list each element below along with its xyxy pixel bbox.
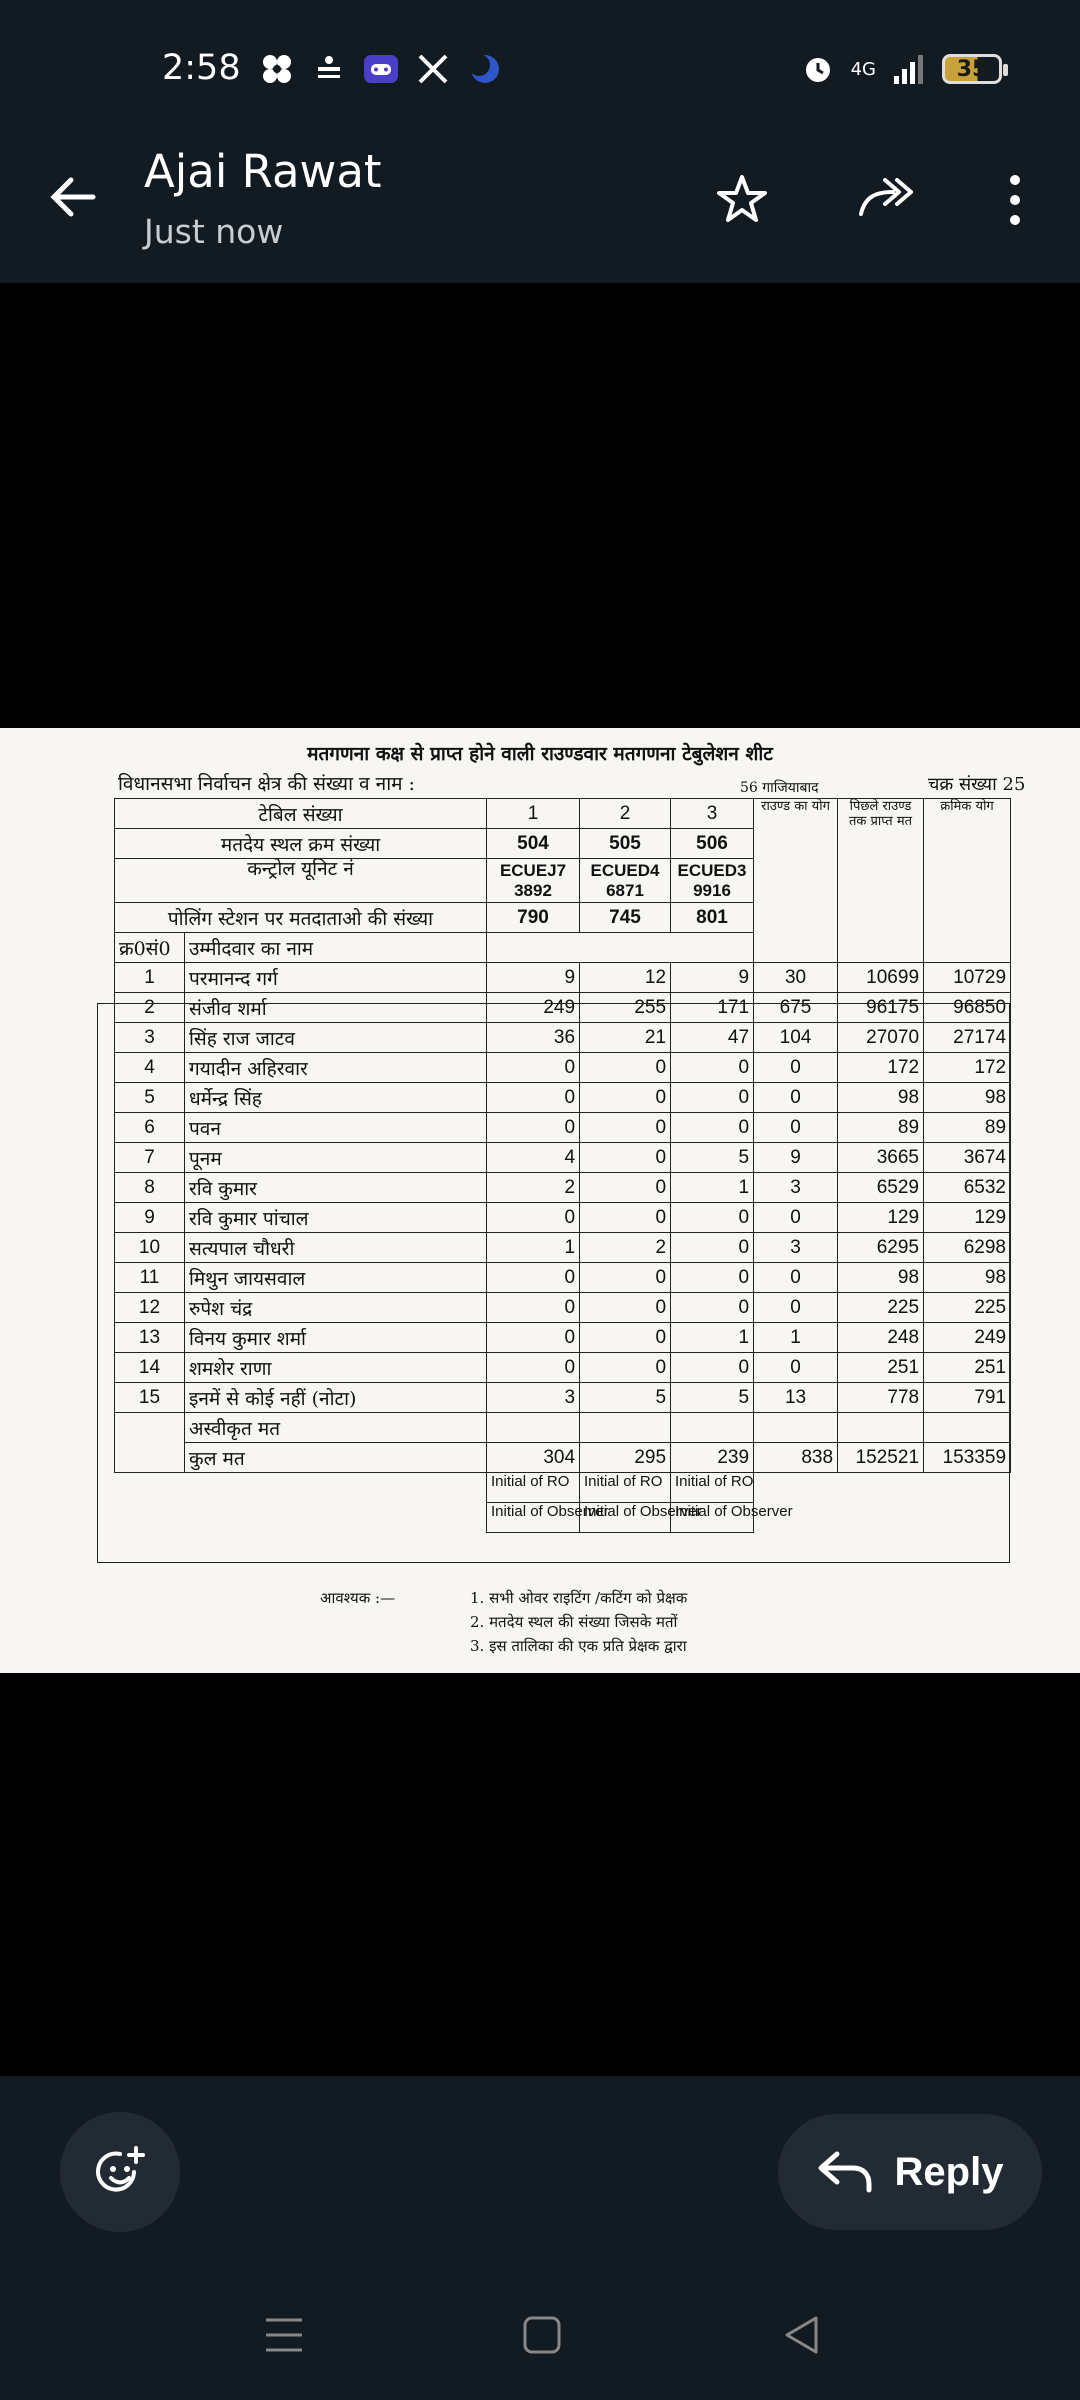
battery-level: 35 — [956, 56, 988, 82]
empty-cell — [671, 1413, 754, 1443]
table-row — [115, 1203, 1011, 1233]
serial-cell: 14 — [115, 1353, 185, 1383]
cumulative-cell: 225 — [924, 1293, 1011, 1323]
initial-observer: Initial of Observer — [580, 1503, 671, 1533]
serial-cell: 7 — [115, 1143, 185, 1173]
initial-observer: Initial of Observer — [487, 1503, 580, 1533]
empty-cell — [754, 1473, 1011, 1503]
table-row — [115, 1113, 1011, 1143]
total-prev: 152521 — [838, 1443, 924, 1473]
table1-votes-cell: 3 — [487, 1383, 580, 1413]
cumulative-cell: 89 — [924, 1113, 1011, 1143]
previous-total-cell: 251 — [838, 1353, 924, 1383]
nav-home-button[interactable] — [512, 2310, 572, 2360]
serial-cell: 11 — [115, 1263, 185, 1293]
nav-menu-button[interactable] — [254, 2310, 314, 2360]
top-app-bar — [0, 0, 1080, 283]
round-total-cell: 13 — [754, 1383, 838, 1413]
table-row — [115, 1383, 1011, 1413]
table1-votes-cell: 0 — [487, 1053, 580, 1083]
round-total-cell: 104 — [754, 1023, 838, 1053]
empty-cell — [115, 1503, 487, 1533]
table-row — [115, 1233, 1011, 1263]
control-unit-number: ECUED3 9916 — [671, 859, 754, 903]
total-round: 838 — [754, 1443, 838, 1473]
previous-total-cell: 6295 — [838, 1233, 924, 1263]
table2-votes-cell: 0 — [580, 1083, 671, 1113]
table1-votes-cell: 0 — [487, 1353, 580, 1383]
table1-votes-cell: 36 — [487, 1023, 580, 1053]
candidate-name-cell: संजीव शर्मा — [185, 993, 487, 1023]
table1-votes-cell: 0 — [487, 1203, 580, 1233]
round-total-cell: 0 — [754, 1263, 838, 1293]
candidate-name-cell: मिथुन जायसवाल — [185, 1263, 487, 1293]
total-cumulative: 153359 — [924, 1443, 1011, 1473]
pinwheel-icon — [258, 50, 296, 88]
table3-votes-cell: 171 — [671, 993, 754, 1023]
notes-lead: आवश्यक :— — [320, 1589, 396, 1607]
table2-votes-cell: 255 — [580, 993, 671, 1023]
table3-votes-cell: 9 — [671, 963, 754, 993]
cumulative-cell: 251 — [924, 1353, 1011, 1383]
empty-cell — [580, 1413, 671, 1443]
candidate-name-cell: इनमें से कोई नहीं (नोटा) — [185, 1383, 487, 1413]
table-row — [115, 1173, 1011, 1203]
table2-votes-cell: 21 — [580, 1023, 671, 1053]
table-row — [115, 1023, 1011, 1053]
voters-label: पोलिंग स्टेशन पर मतदाताओ की संख्या — [115, 903, 487, 933]
round-total-cell: 0 — [754, 1113, 838, 1143]
cumulative-cell: 791 — [924, 1383, 1011, 1413]
table-row — [115, 1053, 1011, 1083]
polling-station-label: मतदेय स्थल क्रम संख्या — [115, 829, 487, 859]
round-total-cell: 0 — [754, 1053, 838, 1083]
candidate-name-cell: पवन — [185, 1113, 487, 1143]
candidate-name-cell: परमानन्द गर्ग — [185, 963, 487, 993]
tabulation-table — [114, 798, 1011, 1533]
previous-total-cell: 172 — [838, 1053, 924, 1083]
table1-votes-cell: 0 — [487, 1263, 580, 1293]
table-row — [115, 1353, 1011, 1383]
serial-cell: 3 — [115, 1023, 185, 1053]
status-system-icons — [799, 50, 1002, 88]
note-item: 2. मतदेय स्थल की संख्या जिसके मतों — [470, 1613, 678, 1631]
cumulative-header: क्रमिक योग — [924, 799, 1011, 963]
table3-votes-cell: 0 — [671, 1083, 754, 1113]
serial-cell: 5 — [115, 1083, 185, 1113]
sender-name: Ajai Rawat — [144, 145, 382, 198]
constituency-label: विधानसभा निर्वाचन क्षेत्र की संख्या व नाम : — [118, 773, 415, 795]
table-row — [115, 1293, 1011, 1323]
back-button[interactable] — [38, 162, 108, 232]
empty-cell — [924, 1413, 1011, 1443]
add-emoji-icon — [90, 2142, 150, 2202]
candidate-name-cell: सिंह राज जाटव — [185, 1023, 487, 1053]
control-unit-label: कन्ट्रोल यूनिट नं — [115, 859, 487, 903]
initial-ro: Initial of RO — [580, 1473, 671, 1503]
table3-votes-cell: 0 — [671, 1353, 754, 1383]
table3-votes-cell: 0 — [671, 1293, 754, 1323]
cumulative-cell: 3674 — [924, 1143, 1011, 1173]
reply-button[interactable] — [778, 2114, 1042, 2230]
total-t2: 295 — [580, 1443, 671, 1473]
signal-icon — [890, 50, 928, 88]
x-logo-icon — [414, 50, 452, 88]
previous-total-cell: 3665 — [838, 1143, 924, 1173]
moon-app-icon — [466, 50, 504, 88]
table3-votes-cell: 1 — [671, 1173, 754, 1203]
total-t3: 239 — [671, 1443, 754, 1473]
empty-cell — [754, 1413, 838, 1443]
empty-cell — [487, 933, 754, 963]
cumulative-cell: 249 — [924, 1323, 1011, 1353]
nav-home-icon — [522, 2315, 562, 2355]
round-total-cell: 3 — [754, 1233, 838, 1263]
table3-votes-cell: 0 — [671, 1053, 754, 1083]
table3-votes-cell: 0 — [671, 1233, 754, 1263]
star-icon — [714, 172, 770, 228]
round-total-cell: 0 — [754, 1353, 838, 1383]
serial-header: क्र0सं0 — [115, 933, 185, 963]
table2-votes-cell: 0 — [580, 1293, 671, 1323]
cumulative-cell: 6298 — [924, 1233, 1011, 1263]
table1-votes-cell: 0 — [487, 1113, 580, 1143]
serial-cell: 12 — [115, 1293, 185, 1323]
table1-votes-cell: 0 — [487, 1293, 580, 1323]
forward-button[interactable] — [852, 165, 922, 235]
previous-total-cell: 10699 — [838, 963, 924, 993]
candidate-name-cell: शमशेर राणा — [185, 1353, 487, 1383]
cumulative-cell: 98 — [924, 1083, 1011, 1113]
add-reaction-button[interactable] — [60, 2112, 180, 2232]
round-total-cell: 1 — [754, 1323, 838, 1353]
game-controller-icon — [362, 50, 400, 88]
candidate-name-cell: रवि कुमार — [185, 1173, 487, 1203]
previous-total-cell: 98 — [838, 1263, 924, 1293]
round-total-cell: 3 — [754, 1173, 838, 1203]
candidate-header: उम्मीदवार का नाम — [185, 933, 487, 963]
message-timestamp: Just now — [144, 212, 284, 251]
network-type: 4G — [850, 58, 876, 80]
table-number-label: टेबिल संख्या — [115, 799, 487, 829]
previous-total-cell: 248 — [838, 1323, 924, 1353]
previous-total-cell: 778 — [838, 1383, 924, 1413]
table3-votes-cell: 0 — [671, 1263, 754, 1293]
voters-count: 745 — [580, 903, 671, 933]
table2-votes-cell: 0 — [580, 1173, 671, 1203]
cumulative-cell: 6532 — [924, 1173, 1011, 1203]
cumulative-cell: 10729 — [924, 963, 1011, 993]
table2-votes-cell: 0 — [580, 1113, 671, 1143]
table1-votes-cell: 2 — [487, 1173, 580, 1203]
round-total-cell: 30 — [754, 963, 838, 993]
empty-cell — [838, 1413, 924, 1443]
table1-votes-cell: 0 — [487, 1083, 580, 1113]
serial-cell: 4 — [115, 1053, 185, 1083]
cumulative-cell: 98 — [924, 1263, 1011, 1293]
table1-votes-cell: 9 — [487, 963, 580, 993]
round-total-cell: 0 — [754, 1293, 838, 1323]
footnotes — [320, 1586, 688, 1658]
news-app-icon — [310, 50, 348, 88]
table2-votes-cell: 0 — [580, 1203, 671, 1233]
note-item: 1. सभी ओवर राइटिंग /कटिंग को प्रेक्षक — [470, 1589, 688, 1607]
polling-station-number: 504 — [487, 829, 580, 859]
nav-back-icon — [782, 2315, 822, 2355]
control-unit-number: ECUEJ7 3892 — [487, 859, 580, 903]
voters-count: 801 — [671, 903, 754, 933]
table-row — [115, 963, 1011, 993]
candidate-name-cell: रुपेश चंद्र — [185, 1293, 487, 1323]
attached-document-image[interactable] — [0, 728, 1080, 1673]
table3-votes-cell: 47 — [671, 1023, 754, 1053]
table2-votes-cell: 2 — [580, 1233, 671, 1263]
table-row — [115, 1263, 1011, 1293]
table2-votes-cell: 0 — [580, 1323, 671, 1353]
table3-votes-cell: 0 — [671, 1203, 754, 1233]
reply-arrow-icon — [817, 2150, 873, 2194]
candidate-name-cell: गयादीन अहिरवार — [185, 1053, 487, 1083]
round-number: चक्र संख्या 25 — [928, 774, 1026, 795]
table1-votes-cell: 249 — [487, 993, 580, 1023]
previous-total-header: पिछले राउण्ड तक प्राप्त मत — [838, 799, 924, 963]
table3-votes-cell: 1 — [671, 1323, 754, 1353]
status-time: 2:58 — [162, 48, 241, 88]
previous-total-cell: 225 — [838, 1293, 924, 1323]
polling-station-number: 506 — [671, 829, 754, 859]
table-number: 1 — [487, 799, 580, 829]
table1-votes-cell: 0 — [487, 1323, 580, 1353]
cumulative-cell: 27174 — [924, 1023, 1011, 1053]
total-t1: 304 — [487, 1443, 580, 1473]
serial-cell: 2 — [115, 993, 185, 1023]
candidate-name-cell: विनय कुमार शर्मा — [185, 1323, 487, 1353]
table1-votes-cell: 1 — [487, 1233, 580, 1263]
reply-label: Reply — [894, 2149, 1004, 2194]
initial-observer: Initial of Observer — [671, 1503, 754, 1533]
serial-cell: 8 — [115, 1173, 185, 1203]
battery-icon — [942, 54, 1002, 84]
cumulative-cell: 172 — [924, 1053, 1011, 1083]
round-total-cell: 0 — [754, 1083, 838, 1113]
total-votes-label: कुल मत — [185, 1443, 487, 1473]
serial-cell: 9 — [115, 1203, 185, 1233]
empty-cell — [115, 1473, 487, 1503]
table2-votes-cell: 0 — [580, 1353, 671, 1383]
cumulative-cell: 129 — [924, 1203, 1011, 1233]
table2-votes-cell: 0 — [580, 1053, 671, 1083]
empty-cell — [115, 1413, 185, 1473]
voters-count: 790 — [487, 903, 580, 933]
status-app-icons — [258, 50, 504, 88]
serial-cell: 15 — [115, 1383, 185, 1413]
table-number: 2 — [580, 799, 671, 829]
table3-votes-cell: 5 — [671, 1383, 754, 1413]
previous-total-cell: 89 — [838, 1113, 924, 1143]
candidate-name-cell: पूनम — [185, 1143, 487, 1173]
previous-total-cell: 6529 — [838, 1173, 924, 1203]
table-row — [115, 1083, 1011, 1113]
forward-icon — [855, 172, 919, 228]
round-total-cell: 9 — [754, 1143, 838, 1173]
initial-ro: Initial of RO — [671, 1473, 754, 1503]
nav-back-button[interactable] — [772, 2310, 832, 2360]
previous-total-cell: 27070 — [838, 1023, 924, 1053]
serial-cell: 10 — [115, 1233, 185, 1263]
empty-cell — [487, 1413, 580, 1443]
initial-ro: Initial of RO — [487, 1473, 580, 1503]
round-total-cell: 0 — [754, 1203, 838, 1233]
more-options-button[interactable] — [980, 165, 1050, 235]
star-button[interactable] — [707, 165, 777, 235]
doc-title: मतगणना कक्ष से प्राप्त होने वाली राउण्डवार मतगणना टेबुलेशन शीट — [307, 743, 773, 765]
table1-votes-cell: 4 — [487, 1143, 580, 1173]
previous-total-cell: 129 — [838, 1203, 924, 1233]
control-unit-number: ECUED4 6871 — [580, 859, 671, 903]
note-item: 3. इस तालिका की एक प्रति प्रेक्षक द्वारा — [470, 1637, 687, 1655]
table2-votes-cell: 0 — [580, 1263, 671, 1293]
round-total-cell: 675 — [754, 993, 838, 1023]
constituency-value: 56 गाजियाबाद — [740, 780, 819, 796]
serial-cell: 6 — [115, 1113, 185, 1143]
previous-total-cell: 98 — [838, 1083, 924, 1113]
candidate-name-cell: रवि कुमार पांचाल — [185, 1203, 487, 1233]
table2-votes-cell: 5 — [580, 1383, 671, 1413]
serial-cell: 13 — [115, 1323, 185, 1353]
back-arrow-icon — [45, 169, 101, 225]
alarm-icon — [799, 50, 837, 88]
previous-total-cell: 96175 — [838, 993, 924, 1023]
table2-votes-cell: 0 — [580, 1143, 671, 1173]
table-row — [115, 1323, 1011, 1353]
table-number: 3 — [671, 799, 754, 829]
table3-votes-cell: 0 — [671, 1113, 754, 1143]
candidate-name-cell: सत्यपाल चौधरी — [185, 1233, 487, 1263]
serial-cell: 1 — [115, 963, 185, 993]
rejected-votes-label: अस्वीकृत मत — [185, 1413, 487, 1443]
candidate-name-cell: धर्मेन्द्र सिंह — [185, 1083, 487, 1113]
cumulative-cell: 96850 — [924, 993, 1011, 1023]
table-row — [115, 993, 1011, 1023]
nav-menu-icon — [264, 2316, 304, 2354]
polling-station-number: 505 — [580, 829, 671, 859]
more-vert-icon — [1005, 172, 1025, 228]
round-total-header: राउण्ड का योग — [754, 799, 838, 963]
table2-votes-cell: 12 — [580, 963, 671, 993]
table3-votes-cell: 5 — [671, 1143, 754, 1173]
table-row — [115, 1143, 1011, 1173]
